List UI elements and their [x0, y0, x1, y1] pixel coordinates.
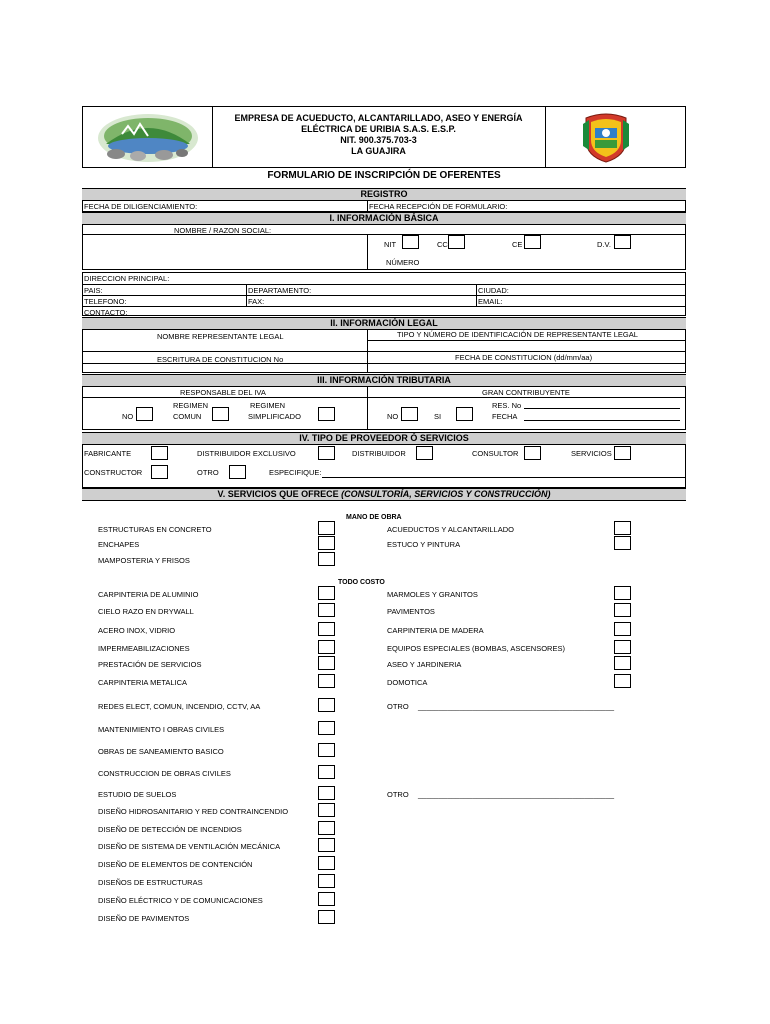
form-title: FORMULARIO DE INSCRIPCIÓN DE OFERENTES [267, 170, 501, 181]
direccion-div1 [246, 284, 247, 306]
regimen-simplificado-checkbox[interactable] [318, 407, 335, 421]
regimen-comun-label-2: COMUN [173, 412, 202, 421]
constructor-checkbox[interactable] [151, 465, 168, 479]
servicios-checkbox[interactable] [614, 446, 631, 460]
service-checkbox-left-b-14[interactable] [318, 856, 335, 870]
service-checkbox-left-a-2[interactable] [318, 552, 335, 566]
res-no-label: RES. No [492, 401, 522, 410]
servicios-label: SERVICIOS [571, 449, 612, 458]
service-checkbox-right-b-4[interactable] [614, 656, 631, 670]
nombre-line [82, 234, 686, 235]
tributaria-divider [367, 386, 368, 430]
service-label-left-b-3: IMPERMEABILIZACIONES [98, 644, 190, 653]
nombre-razon-social-label: NOMBRE / RAZON SOCIAL: [174, 226, 272, 235]
service-checkbox-right-a-1[interactable] [614, 536, 631, 550]
distribuidor-exclusivo-checkbox[interactable] [318, 446, 335, 460]
service-checkbox-left-b-0[interactable] [318, 586, 335, 600]
si-label: SI [434, 412, 442, 421]
service-label-right-a-0: ACUEDUCTOS Y ALCANTARILLADO [387, 525, 514, 534]
fecha-recepcion-label: FECHA RECEPCIÓN DE FORMULARIO: [369, 202, 508, 211]
nombre-divider [367, 234, 368, 270]
service-label-left-b-10: ESTUDIO DE SUELOS [98, 790, 177, 799]
ce-checkbox[interactable] [524, 235, 541, 249]
departamento-label: DEPARTAMENTO: [248, 286, 312, 295]
service-checkbox-left-b-6[interactable] [318, 698, 335, 712]
service-label-left-b-9: CONSTRUCCION DE OBRAS CIVILES [98, 769, 231, 778]
regimen-comun-checkbox[interactable] [212, 407, 229, 421]
company-name-block [212, 113, 545, 157]
todo-costo-heading: TODO COSTO [338, 579, 385, 586]
service-label-left-b-8: OBRAS DE SANEAMIENTO BASICO [98, 747, 224, 756]
company-name-line2: ELÉCTRICA DE URIBIA S.A.S. E.S.P. [301, 124, 456, 134]
especifique-label: ESPECIFIQUE: [269, 468, 322, 477]
iva-no-checkbox[interactable] [136, 407, 153, 421]
telefono-label: TELEFONO: [84, 297, 127, 306]
nit-label: NIT [384, 240, 397, 249]
service-label-left-b-16: DISEÑO ELÉCTRICO Y DE COMUNICACIONES [98, 896, 263, 905]
no-label-gran: NO [387, 412, 399, 421]
fecha-diligenciamiento-label: FECHA DE DILIGENCIAMIENTO: [84, 202, 198, 211]
service-label-left-b-14: DISEÑO DE ELEMENTOS DE CONTENCIÓN [98, 860, 253, 869]
service-label-left-a-1: ENCHAPES [98, 540, 140, 549]
res-no-line[interactable] [524, 408, 680, 409]
dv-label: D.V. [597, 240, 611, 249]
service-label-left-b-5: CARPINTERIA METALICA [98, 678, 188, 687]
constructor-label: CONSTRUCTOR [84, 468, 143, 477]
informacion-legal-heading: II. INFORMACIÓN LEGAL [82, 317, 686, 330]
service-label-left-a-0: ESTRUCTURAS EN CONCRETO [98, 525, 212, 534]
regimen-simplificado-label-1: REGIMEN [250, 401, 286, 410]
legal-line2 [82, 351, 686, 352]
consultor-checkbox[interactable] [524, 446, 541, 460]
especifique-line[interactable] [322, 477, 686, 478]
direccion-div2 [476, 284, 477, 306]
direccion-line1 [82, 284, 686, 285]
service-label-left-b-2: ACERO INOX, VIDRIO [98, 626, 176, 635]
gran-si-checkbox[interactable] [456, 407, 473, 421]
service-label-left-b-1: CIELO RAZO EN DRYWALL [98, 607, 194, 616]
tributaria-line [82, 397, 686, 398]
service-label-right-b-5: DOMOTICA [387, 678, 428, 687]
service-checkbox-right-b-1[interactable] [614, 603, 631, 617]
consultor-label: CONSULTOR [472, 449, 519, 458]
distribuidor-exclusivo-label: DISTRIBUIDOR EXCLUSIVO [197, 449, 296, 458]
email-label: EMAIL: [478, 297, 503, 306]
company-nit: NIT. 900.375.703-3 [340, 135, 417, 145]
informacion-basica-heading: I. INFORMACIÓN BÁSICA [82, 212, 686, 225]
informacion-tributaria-heading: III. INFORMACIÓN TRIBUTARIA [82, 374, 686, 387]
service-label-left-b-12: DISEÑO DE DETECCIÓN DE INCENDIOS [98, 825, 242, 834]
ciudad-label: CIUDAD: [478, 286, 509, 295]
service-checkbox-left-b-4[interactable] [318, 656, 335, 670]
service-label-left-b-13: DISEÑO DE SISTEMA DE VENTILACIÓN MECÁNICA [98, 842, 281, 851]
registro-divider [367, 200, 368, 212]
service-checkbox-left-b-2[interactable] [318, 622, 335, 636]
dv-checkbox[interactable] [614, 235, 631, 249]
otro-checkbox[interactable] [229, 465, 246, 479]
distribuidor-label: DISTRIBUIDOR [352, 449, 406, 458]
cc-label: CC [437, 240, 448, 249]
company-name-line1: EMPRESA DE ACUEDUCTO, ALCANTARILLADO, ASEO Y ENERGÍA [234, 113, 523, 123]
service-checkbox-left-b-15[interactable] [318, 874, 335, 888]
service-label-right-b-2: CARPINTERIA DE MADERA [387, 626, 484, 635]
service-checkbox-right-b-2[interactable] [614, 622, 631, 636]
ce-label: CE [512, 240, 523, 249]
service-checkbox-left-b-1[interactable] [318, 603, 335, 617]
header-divider-right [545, 106, 546, 168]
direccion-label: DIRECCION PRINCIPAL: [84, 274, 170, 283]
service-label-left-b-0: CARPINTERIA DE ALUMINIO [98, 590, 199, 599]
service-label-left-b-11: DISEÑO HIDROSANITARIO Y RED CONTRAINCENDIO [98, 807, 289, 816]
gran-no-checkbox[interactable] [401, 407, 418, 421]
service-checkbox-left-b-3[interactable] [318, 640, 335, 654]
service-label-right-b-1: PAVIMENTOS [387, 607, 435, 616]
service-label-right-b-4: ASEO Y JARDINERIA [387, 660, 462, 669]
fecha-constitucion-label: FECHA DE CONSTITUCION (dd/mm/aa) [455, 353, 593, 362]
servicios-heading-main: V. SERVICIOS QUE OFRECE [217, 489, 342, 499]
company-logo [92, 108, 204, 166]
service-checkbox-left-b-7[interactable] [318, 721, 335, 735]
servicios-heading-italic: (CONSULTORÍA, SERVICIOS Y CONSTRUCCIÓN) [341, 489, 551, 499]
gran-contribuyente-label: GRAN CONTRIBUYENTE [482, 388, 570, 397]
distribuidor-checkbox[interactable] [416, 446, 433, 460]
escritura-label: ESCRITURA DE CONSTITUCION No [157, 355, 284, 364]
otro-label-1: OTRO [387, 702, 409, 711]
service-label-right-a-1: ESTUCO Y PINTURA [387, 540, 461, 549]
tipo-id-label: TIPO Y NÚMERO DE IDENTIFICACIÓN DE REPRESENTANTE LEGAL [397, 330, 638, 339]
direccion-line3 [82, 306, 686, 307]
service-checkbox-left-b-5[interactable] [318, 674, 335, 688]
representante-legal-label: NOMBRE REPRESENTANTE LEGAL [157, 332, 284, 341]
mano-de-obra-heading: MANO DE OBRA [346, 514, 402, 521]
service-label-left-b-4: PRESTACIÓN DE SERVICIOS [98, 660, 202, 669]
service-checkbox-left-a-1[interactable] [318, 536, 335, 550]
service-checkbox-left-b-8[interactable] [318, 743, 335, 757]
service-checkbox-left-b-9[interactable] [318, 765, 335, 779]
service-checkbox-right-b-0[interactable] [614, 586, 631, 600]
fax-label: FAX: [248, 297, 265, 306]
service-checkbox-right-b-3[interactable] [614, 640, 631, 654]
fecha-line[interactable] [524, 420, 680, 421]
direccion-line2 [82, 295, 686, 296]
contacto-label: CONTACTO: [84, 308, 128, 317]
fecha-label: FECHA [492, 412, 518, 421]
municipality-shield-logo [581, 110, 631, 164]
service-checkbox-left-a-0[interactable] [318, 521, 335, 535]
service-checkbox-left-b-10[interactable] [318, 786, 335, 800]
service-label-left-a-2: MAMPOSTERIA Y FRISOS [98, 556, 190, 565]
otro-label-2: OTRO [387, 790, 409, 799]
service-label-left-b-15: DISEÑOS DE ESTRUCTURAS [98, 878, 203, 887]
company-region: LA GUAJIRA [351, 146, 406, 156]
nit-checkbox[interactable] [402, 235, 419, 249]
legal-line1 [367, 340, 686, 341]
direccion-box [82, 272, 686, 316]
service-checkbox-left-b-12[interactable] [318, 821, 335, 835]
service-label-left-b-7: MANTENIMIENTO I OBRAS CIVILES [98, 725, 225, 734]
servicios-heading [82, 488, 686, 501]
numero-label: NÚMERO [386, 258, 420, 267]
service-checkbox-left-b-16[interactable] [318, 892, 335, 906]
tipo-proveedor-heading: IV. TIPO DE PROVEEDOR Ó SERVICIOS [82, 432, 686, 445]
service-label-left-b-6: REDES ELECT, COMUN, INCENDIO, CCTV, AA [98, 702, 261, 711]
regimen-simplificado-label-2: SIMPLIFICADO [248, 412, 301, 421]
service-checkbox-left-b-17[interactable] [318, 910, 335, 924]
service-checkbox-right-a-0[interactable] [614, 521, 631, 535]
no-label-iva: NO [122, 412, 134, 421]
regimen-comun-label-1: REGIMEN [173, 401, 209, 410]
legal-line3 [82, 363, 686, 364]
service-label-right-b-0: MARMOLES Y GRANITOS [387, 590, 478, 599]
service-checkbox-left-b-13[interactable] [318, 838, 335, 852]
fabricante-label: FABRICANTE [84, 449, 132, 458]
service-checkbox-left-b-11[interactable] [318, 803, 335, 817]
otro-label: OTRO [197, 468, 219, 477]
pais-label: PAIS: [84, 286, 103, 295]
service-label-right-b-3: EQUIPOS ESPECIALES (BOMBAS, ASCENSORES) [387, 644, 565, 653]
service-checkbox-right-b-5[interactable] [614, 674, 631, 688]
service-label-left-b-17: DISEÑO DE PAVIMENTOS [98, 914, 190, 923]
fabricante-checkbox[interactable] [151, 446, 168, 460]
registro-heading: REGISTRO [82, 188, 686, 201]
otro-line-1[interactable]: _______________________________________________ [418, 702, 615, 711]
responsable-iva-label: RESPONSABLE DEL IVA [180, 388, 266, 397]
cc-checkbox[interactable] [448, 235, 465, 249]
otro-line-2[interactable]: _______________________________________________ [418, 790, 615, 799]
